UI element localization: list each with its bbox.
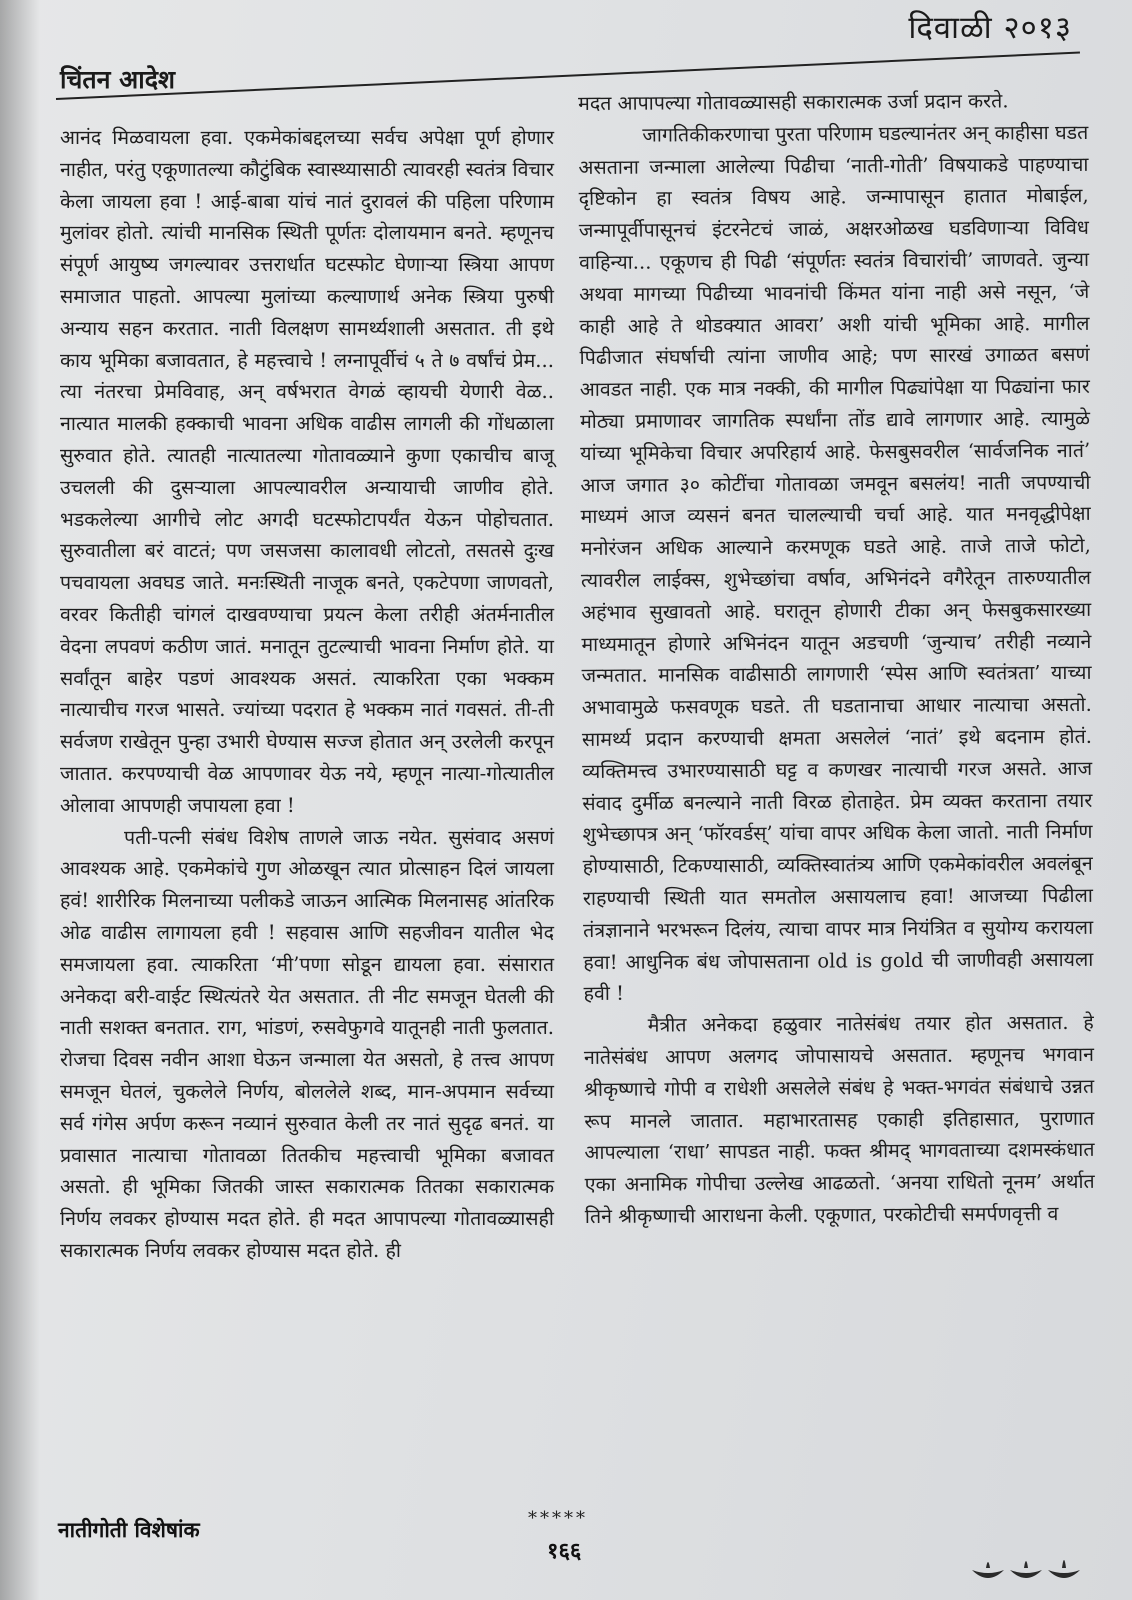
page-edge-shadow	[0, 0, 40, 1600]
page-number: १६६	[547, 1538, 582, 1564]
right-paragraph-0: मदत आपापल्या गोतावळ्यासही सकारात्मक उर्जा प्रदान करते.	[578, 89, 1009, 115]
left-paragraph-2: पती-पत्नी संबंध विशेष ताणले जाऊ नयेत. सुसंवाद असणं आवश्यक आहे. एकमेकांचे गुण ओळखून त्यात प्रोत्साहन दिलं जायला हवं! शारीरिक मिलनाच्या पलीकडे जाऊन आत्मिक मिलनासह आंतरिक ओढ वाढीस लागायला हवी ! सहवास आणि सहजीवन यातील भेद समजायला हवा. त्याकरिता ‘मी’पणा सोडून द्यायला हवा. संसारात अनेकदा बरी-वाईट स्थित्यंतरे येत असतात. ती नीट समजून घेतली की नाती सशक्त बनतात. राग, भांडणं, रुसवेफुगवे यातूनही नाती फुलतात. रोजचा दिवस नवीन आशा घेऊन जन्माला येत असतो, हे तत्त्व आपण समजून घेतलं, चुकलेले निर्णय, बोललेले शब्द, मान-अपमान सर्वच्या सर्व गंगेस अर्पण करून नव्यानं सुरुवात केली तर नातं सुदृढ बनतं. या प्रवासात नात्याचा गोतावळा तितकीच महत्त्वाची भूमिका बजावत असतो. ही भूमिका जितकी जास्त सकारात्मक तितका सकारात्मक निर्णय लवकर होण्यास मदत होते. ही मदत आपापल्या गोतावळ्यासही सकारात्मक निर्णय लवकर होण्यास मदत होते. ही	[60, 825, 554, 1262]
right-paragraph-1: जागतिकीकरणाचा पुरता परिणाम घडल्यानंतर अन् काहीसा घडत असताना जन्माला आलेल्या पिढीचा ‘नाती-गोती’ विषयाकडे पाहण्याचा दृष्टिकोन हा स्वतंत्र विषय आहे. जन्मापासून हातात मोबाईल, जन्मापूर्वीपासूनचं इंटरनेटचं जाळं, अक्षरओळख घडविणाऱ्या विविध वाहिन्या... एकूणच ही पिढी ‘संपूर्णतः स्वतंत्र विचारांची’ जाणवते. जुन्या अथवा मागच्या पिढीच्या भावनांची किंमत यांना नाही असे नसून, ‘जे काही आहे ते थोडक्यात आवरा’ अशी यांची भूमिका आहे. मागील पिढीजात संघर्षाची त्यांना जाणीव आहे; पण सारखं उगाळत बसणं आवडत नाही. एक मात्र नक्की, की मागील पिढ्यांपेक्षा या पिढ्यांना फार मोठ्या प्रमाणावर जागतिक स्पर्धांना तोंड द्यावे लागणार आहे. त्यामुळे यांच्या भूमिकेचा विचार अपरिहार्य आहे. फेसबुसवरील ‘सार्वजनिक नातं’ आज जगात ३० कोटींचा गोतावळा जमवून बसलंय! नाती जपण्याची माध्यमं आज व्यसनं बनत चालल्याची चर्चा आहे. यात मनवृद्धीपेक्षा मनोरंजन अधिक आल्याने करमणूक घडते आहे. ताजे ताजे फोटो, त्यावरील लाईक्स, शुभेच्छांचा वर्षाव, अभिनंदने वगैरेतून तारुण्यातील अहंभाव सुखावतो आहे. घरातून होणारी टीका अन् फेसबुकसारख्या माध्यमातून होणारे अभिनंदन यातून अडचणी ‘जुन्याच’ तरीही नव्याने जन्मतात. मानसिक वाढीसाठी लागणारी ‘स्पेस आणि स्वतंत्रता’ याच्या अभावामुळे फसवणूक घडते. ती घडतानाचा आधार नात्याचा असतो. सामर्थ्य प्रदान करण्याची क्षमता असलेलं ‘नातं’ इथे बदनाम होतं. व्यक्तिमत्त्व उभारण्यासाठी घट्ट व कणखर नात्याची गरज असते. आज संवाद दुर्मीळ बनल्याने नाती विरळ होताहेत. प्रेम व्यक्त करताना तयार शुभेच्छापत्र अन् ‘फॉरवर्डस्’ यांचा वापर अधिक केला जातो. नाती निर्माण होण्यासाठी, टिकण्यासाठी, व्यक्तिस्वातंत्र्य आणि एकमेकांवरील अवलंबून राहण्याची स्थिती यात समतोल असायलाच हवा! आजच्या पिढीला तंत्रज्ञानाने भरभरून दिलंय, त्याचा वापर मात्र नियंत्रित व सुयोग्य करायला हवा! आधुनिक बंध जोपासताना old is gold ची जाणीवही असायला हवी !	[578, 120, 1094, 1006]
left-paragraph-1: आनंद मिळवायला हवा. एकमेकांबद्दलच्या सर्वच अपेक्षा पूर्ण होणार नाहीत, परंतु एकूणातल्या कौटुंबिक स्वास्थ्यासाठी त्यावरही स्वतंत्र विचार केला जायला हवा ! आई-बाबा यांचं नातं दुरावलं की पहिला परिणाम मुलांवर होतो. त्यांची मानसिक स्थिती पूर्णतः दोलायमान बनते. म्हणूनच संपूर्ण आयुष्य जगल्यावर उत्तरार्धात घटस्फोट घेणाऱ्या स्त्रिया आपण समाजात पाहतो. आपल्या मुलांच्या कल्याणार्थ अनेक स्त्रिया पुरुषी अन्याय सहन करतात. नाती विलक्षण सामर्थ्यशाली असतात. ती इथे काय भूमिका बजावतात, हे महत्त्वाचे ! लग्नापूर्वीचं ५ ते ७ वर्षांचं प्रेम... त्या नंतरचा प्रेमविवाह, अन् वर्षभरात वेगळं व्हायची येणारी वेळ.. नात्यात मालकी हक्काची भावना अधिक वाढीस लागली की गोंधळाला सुरुवात होते. त्यातही नात्यातल्या गोतावळ्याने कुणा एकाचीच बाजू उचलली की दुसऱ्याला आपल्यावरील अन्यायाची जाणीव होते. भडकलेल्या आगीचे लोट अगदी घटस्फोटापर्यंत येऊन पोहोचतात. सुरुवातीला बरं वाटतं; पण जसजसा कालावधी लोटतो, तसतसे दुःख पचवायला अवघड जाते. मनःस्थिती नाजूक बनते, एकटेपणा जाणवतो, वरवर कितीही चांगलं दाखवण्याचा प्रयत्न केला तरीही अंतर्मनातील वेदना लपवणं कठीण जातं. मनातून तुटल्याची भावना निर्माण होते. या सर्वांतून बाहेर पडणं आवश्यक असतं. त्याकरिता एका भक्कम नात्याचीच गरज भासते. ज्यांच्या पदरात हे भक्कम नातं गवसतं. ती-ती सर्वजण राखेतून पुन्हा उभारी घेण्यास सज्ज होतात अन् उरलेली करपून जातात. करपण्याची वेळ आपणावर येऊ नये, म्हणून नात्या-गोत्यातील ओलावा आपणही जपायला हवा !	[60, 126, 554, 817]
issue-label: दिवाळी २०१३	[908, 10, 1072, 46]
right-paragraph-2: मैत्रीत अनेकदा हळुवार नातेसंबंध तयार होत असतात. हे नातेसंबंध आपण अलगद जोपासायचे असतात. म्हणूनच भगवान श्रीकृष्णाचे गोपी व राधेशी असलेले संबंध हे भक्त-भगवंत संबंधाचे उन्नत रूप मानले जातात. महाभारतासह एकाही इतिहासात, पुराणात आपल्याला ‘राधा’ सापडत नाही. फक्त श्रीमद् भागवताच्या दशमस्कंधात एका अनामिक गोपीचा उल्लेख आढळतो. ‘अनया राधितो नूनम’ अर्थात तिने श्रीकृष्णाची आराधना केली. एकूणात, परकोटीची समर्पणवृत्ती व	[583, 1010, 1095, 1228]
left-column	[60, 122, 554, 1267]
section-title: चिंतन आदेश	[60, 65, 176, 94]
footer-stars: *****	[528, 1508, 588, 1529]
diya-lamps-icon	[966, 1540, 1086, 1590]
footer-title: नातीगोती विशेषांक	[58, 1517, 200, 1542]
right-column	[578, 85, 1095, 1233]
